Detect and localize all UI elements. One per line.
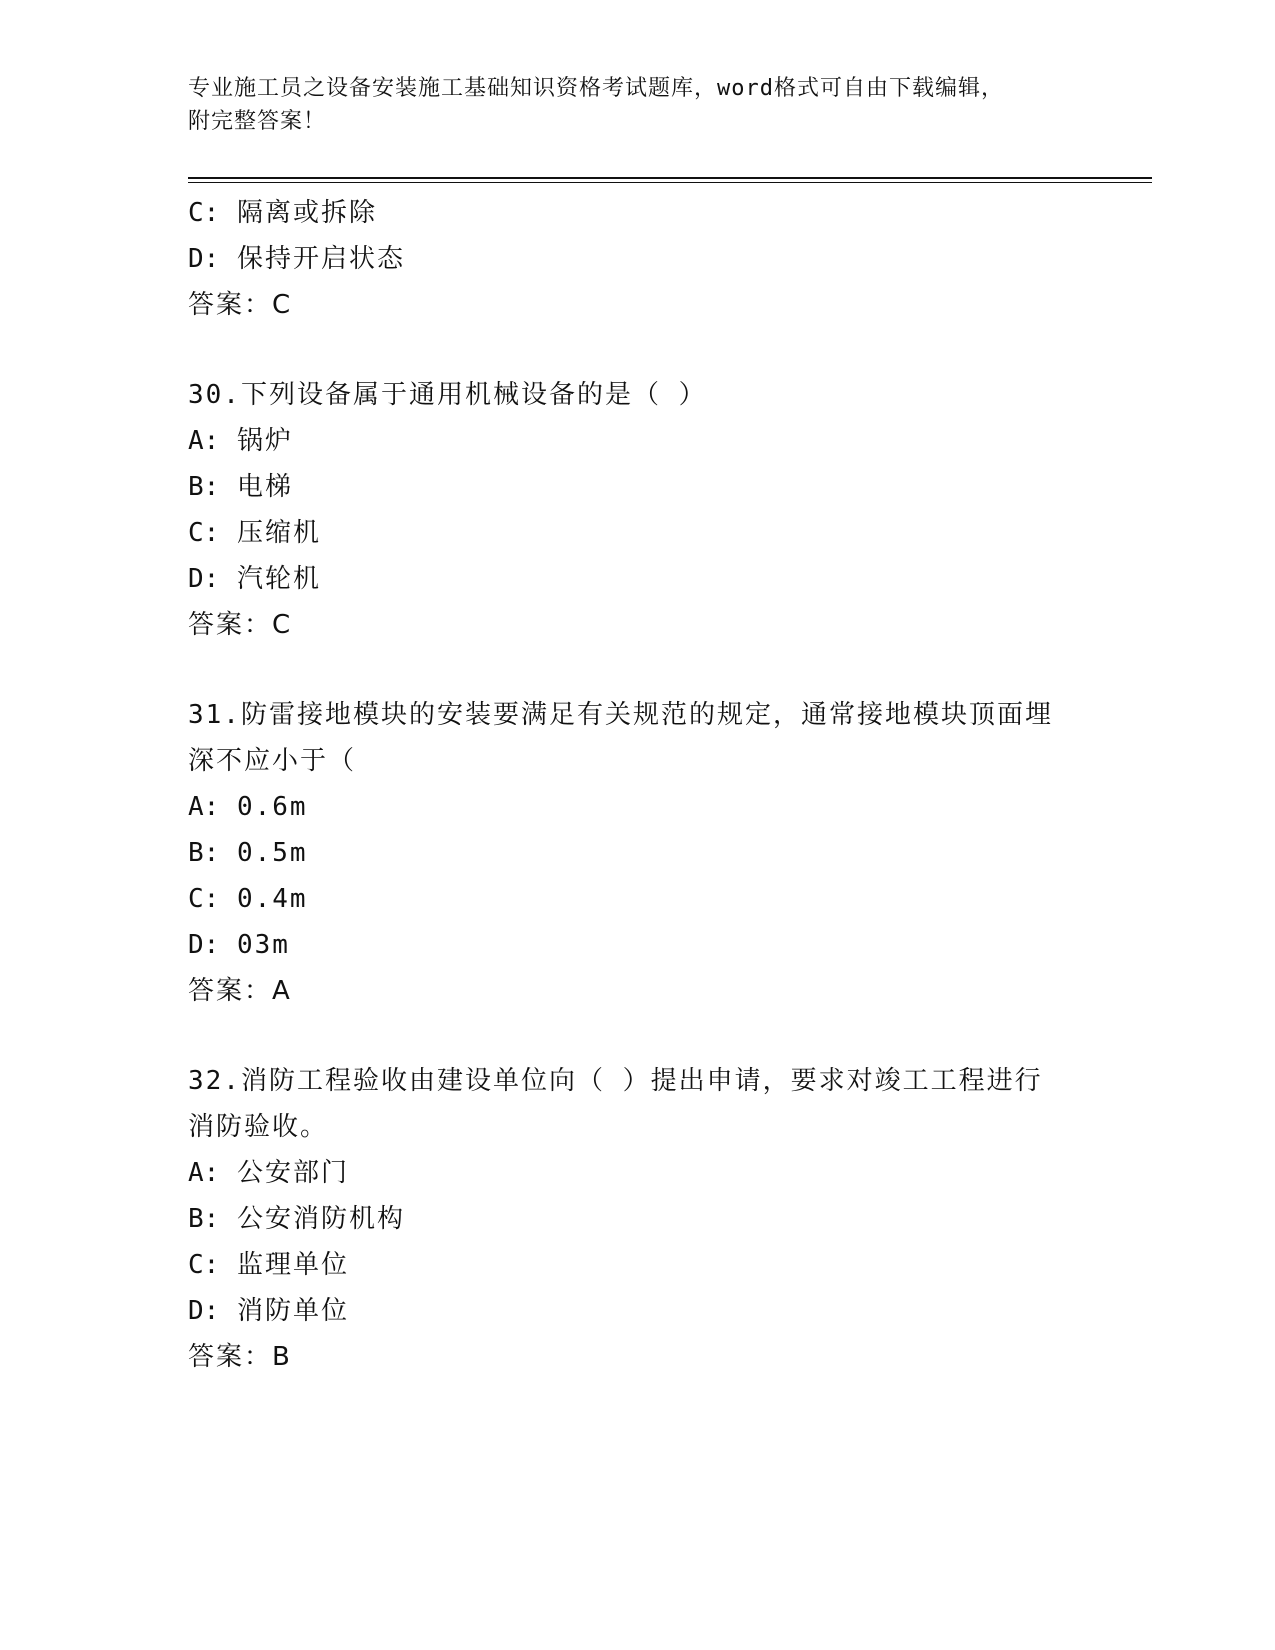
option-label: C: — [188, 1250, 220, 1280]
answer-label: 答案： — [188, 976, 273, 1006]
option-label: D: — [188, 1296, 220, 1326]
answer-value: A — [272, 976, 292, 1006]
spacer — [188, 1014, 1088, 1058]
option-text: 0.6m — [236, 792, 308, 822]
option-label: C: — [188, 518, 220, 548]
option-text: 汽轮机 — [236, 564, 321, 594]
question-31 — [188, 692, 1088, 1014]
answer-value: C — [272, 290, 293, 320]
option-text: 0.4m — [236, 884, 308, 914]
question-text-cont: 消防验收。 — [188, 1112, 329, 1142]
spacer — [188, 328, 1088, 372]
answer-value: C — [272, 610, 293, 640]
option-c — [188, 190, 1088, 236]
option-a — [188, 418, 1088, 464]
option-text: 公安部门 — [236, 1158, 349, 1188]
option-label: B: — [188, 838, 220, 868]
option-text: 消防单位 — [236, 1296, 349, 1326]
answer-label: 答案： — [188, 610, 273, 640]
option-text: 公安消防机构 — [236, 1204, 405, 1234]
option-text: 锅炉 — [236, 426, 293, 456]
question-text-cont: 深不应小于（ — [188, 746, 357, 776]
question-text: 31.防雷接地模块的安装要满足有关规范的规定，通常接地模块顶面埋 — [188, 700, 1053, 730]
question-32 — [188, 1058, 1088, 1380]
option-b — [188, 830, 1088, 876]
option-label: C: — [188, 198, 220, 228]
question-text: 32.消防工程验收由建设单位向（ ）提出申请，要求对竣工工程进行 — [188, 1066, 1043, 1096]
answer-line — [188, 602, 1088, 648]
answer-line — [188, 282, 1088, 328]
option-c — [188, 510, 1088, 556]
option-c — [188, 876, 1088, 922]
option-text: 监理单位 — [236, 1250, 349, 1280]
header-line-1: 专业施工员之设备安装施工基础知识资格考试题库，word格式可自由下载编辑， — [188, 76, 1004, 101]
option-text: 电梯 — [236, 472, 293, 502]
option-a — [188, 784, 1088, 830]
option-label: B: — [188, 1204, 220, 1234]
prev-question-block — [188, 190, 1088, 328]
option-d — [188, 236, 1088, 282]
answer-label: 答案： — [188, 290, 273, 320]
option-label: B: — [188, 472, 220, 502]
option-text: 0.5m — [236, 838, 308, 868]
option-text: 03m — [236, 930, 290, 960]
option-a — [188, 1150, 1088, 1196]
header-rule-thin — [188, 182, 1152, 183]
option-label: C: — [188, 884, 220, 914]
answer-value: B — [272, 1342, 292, 1372]
option-label: A: — [188, 1158, 220, 1188]
option-d — [188, 922, 1088, 968]
option-d — [188, 1288, 1088, 1334]
option-c — [188, 1242, 1088, 1288]
answer-line — [188, 1334, 1088, 1380]
answer-line — [188, 968, 1088, 1014]
header-line-2: 附完整答案！ — [188, 109, 327, 134]
answer-label: 答案： — [188, 1342, 273, 1372]
option-d — [188, 556, 1088, 602]
option-text: 压缩机 — [236, 518, 321, 548]
option-b — [188, 1196, 1088, 1242]
option-label: D: — [188, 244, 220, 274]
option-b — [188, 464, 1088, 510]
question-30 — [188, 372, 1088, 648]
spacer — [188, 648, 1088, 692]
header-rule-thick — [188, 177, 1152, 179]
option-label: A: — [188, 426, 220, 456]
option-text: 隔离或拆除 — [236, 198, 377, 228]
question-text: 30.下列设备属于通用机械设备的是（ ） — [188, 380, 707, 410]
option-text: 保持开启状态 — [236, 244, 405, 274]
option-label: D: — [188, 564, 220, 594]
option-label: D: — [188, 930, 220, 960]
option-label: A: — [188, 792, 220, 822]
question-content — [188, 190, 1088, 1380]
document-header — [188, 72, 1088, 138]
